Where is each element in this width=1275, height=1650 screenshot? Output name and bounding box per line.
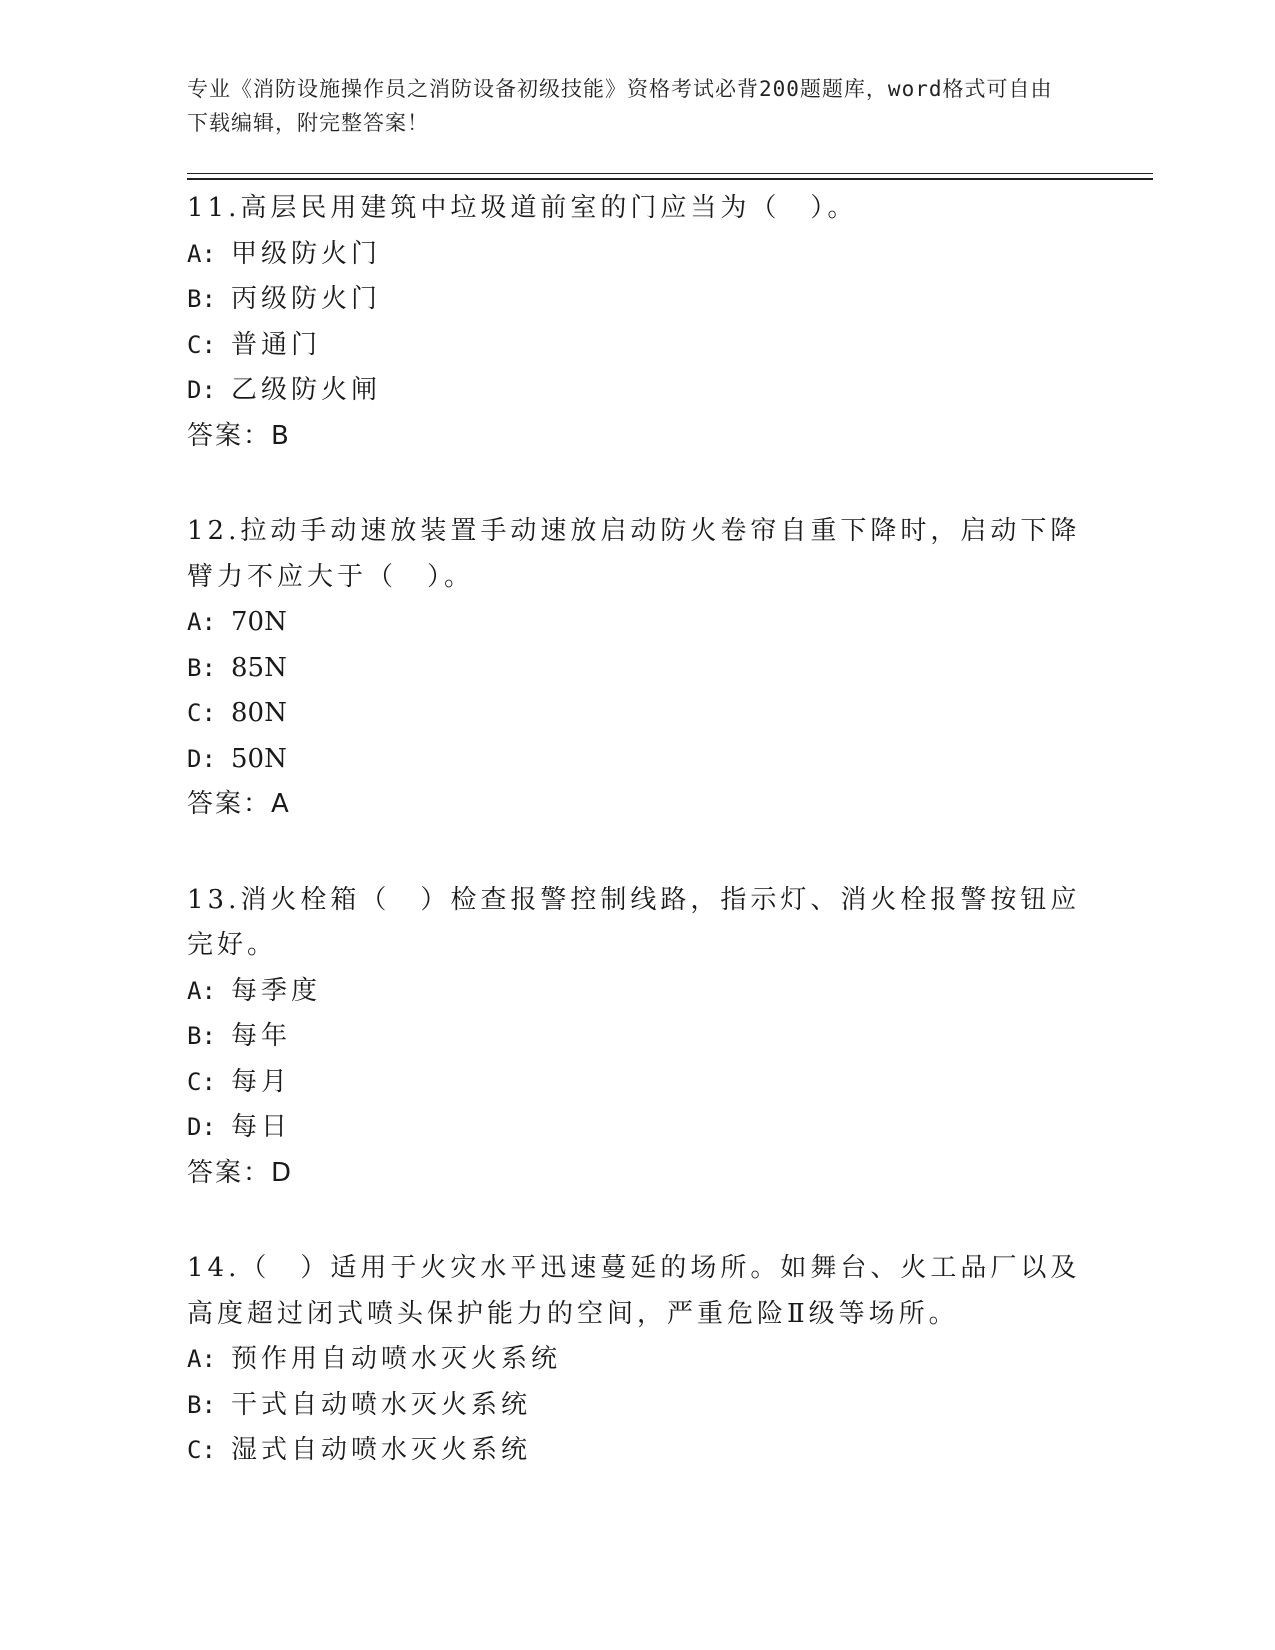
question-14	[187, 1246, 1087, 1474]
question-stem: 11.高层民用建筑中垃圾道前室的门应当为（ ）。	[187, 193, 858, 223]
option-c	[187, 1060, 1087, 1106]
question-13	[187, 878, 1087, 1197]
option-text: 每月	[231, 1066, 292, 1097]
option-text: 丙级防火门	[231, 284, 382, 314]
option-a	[187, 600, 1087, 646]
header-divider-thin	[187, 173, 1153, 174]
option-text: 70N	[231, 607, 287, 637]
option-c	[187, 1428, 1087, 1474]
option-d	[187, 368, 1087, 414]
answer-line: 答案：B	[187, 420, 291, 451]
option-text: 每日	[231, 1112, 292, 1142]
option-text: 湿式自动喷水灭火系统	[231, 1435, 532, 1465]
option-letter: D:	[187, 376, 216, 404]
option-letter: A:	[187, 239, 216, 268]
option-letter: B:	[187, 1022, 216, 1050]
option-text: 每季度	[231, 975, 322, 1006]
question-list	[187, 186, 1087, 1524]
option-c	[187, 691, 1087, 737]
question-12	[187, 509, 1087, 828]
option-letter: A:	[187, 608, 216, 636]
option-letter: D:	[187, 1113, 216, 1141]
option-letter: B:	[187, 1390, 216, 1419]
option-text: 85N	[231, 652, 287, 683]
option-a	[187, 232, 1087, 278]
option-c	[187, 323, 1087, 369]
option-letter: C:	[187, 330, 216, 359]
option-text: 干式自动喷水灭火系统	[231, 1389, 532, 1420]
option-d	[187, 1105, 1087, 1151]
option-b	[187, 1014, 1087, 1060]
option-b	[187, 277, 1087, 323]
document-header: 专业《消防设施操作员之消防设备初级技能》资格考试必背200题题库，word格式可自由下载编辑，附完整答案！	[187, 77, 1053, 135]
option-letter: C:	[187, 1067, 216, 1096]
question-stem: 14.（ ）适用于火灾水平迅速蔓延的场所。如舞台、火工品厂以及高度超过闭式喷头保护能力的空间，严重危险Ⅱ级等场所。	[187, 1253, 1081, 1329]
option-text: 甲级防火门	[231, 238, 382, 269]
option-letter: C:	[187, 699, 216, 727]
option-letter: C:	[187, 1436, 216, 1464]
option-text: 50N	[231, 743, 287, 774]
answer-line: 答案：A	[187, 789, 291, 819]
option-letter: D:	[187, 744, 216, 773]
option-text: 预作用自动喷水灭火系统	[231, 1344, 562, 1374]
option-text: 普通门	[231, 329, 322, 360]
question-stem: 13.消火栓箱（ ）检查报警控制线路，指示灯、消火栓报警按钮应完好。	[187, 884, 1081, 960]
question-stem: 12.拉动手动速放装置手动速放启动防火卷帘自重下降时，启动下降臂力不应大于（ ）。	[187, 516, 1081, 592]
option-d	[187, 737, 1087, 783]
option-a	[187, 1337, 1087, 1383]
answer-line: 答案：D	[187, 1157, 294, 1188]
option-letter: A:	[187, 1345, 216, 1373]
option-text: 乙级防火闸	[231, 375, 382, 405]
option-letter: B:	[187, 285, 216, 313]
question-11	[187, 186, 1087, 459]
option-b	[187, 1383, 1087, 1429]
option-letter: A:	[187, 976, 216, 1005]
option-text: 每年	[231, 1021, 292, 1051]
header-divider-thick	[187, 178, 1153, 180]
option-b	[187, 646, 1087, 692]
option-a	[187, 969, 1087, 1015]
option-letter: B:	[187, 653, 216, 682]
option-text: 80N	[231, 698, 287, 728]
